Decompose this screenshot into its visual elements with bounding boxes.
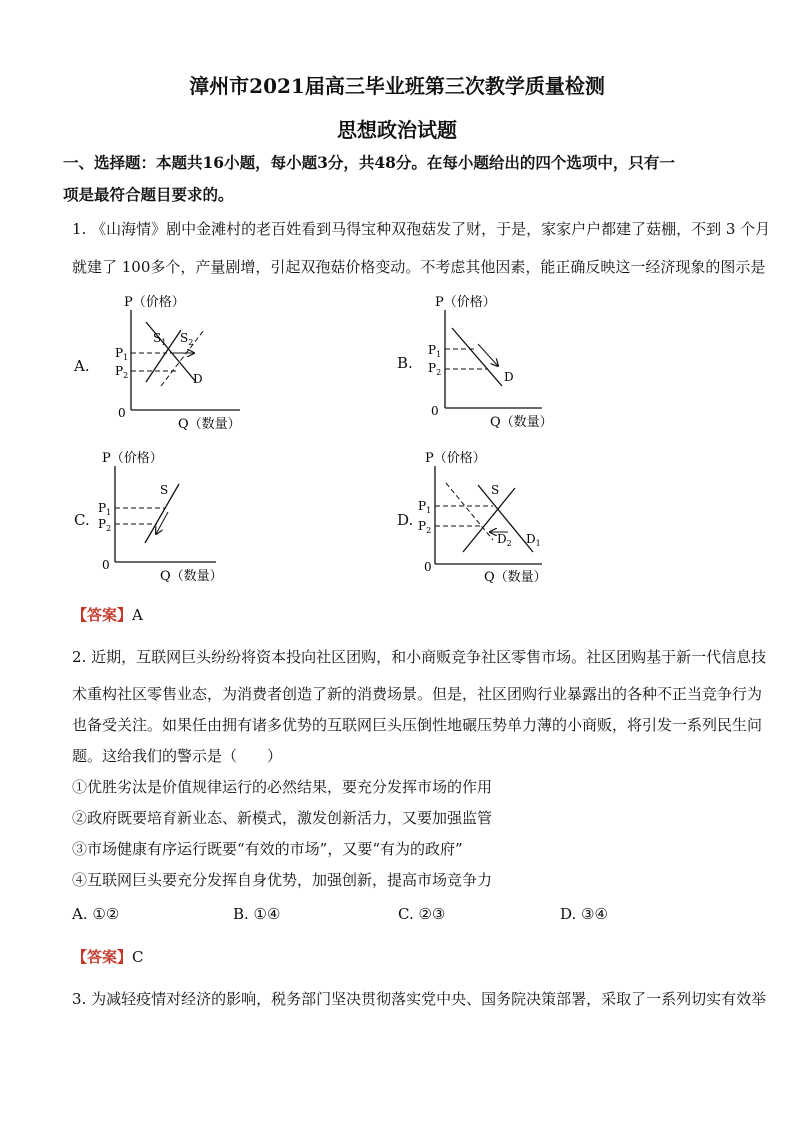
- q1-graph-b: [424, 290, 574, 432]
- q1-a-p2: $P_2$: [115, 364, 129, 380]
- q2-option-d: D. ③④: [560, 905, 608, 923]
- q1-d-d2-label: $D_2$: [497, 532, 512, 548]
- q1-option-a-label: A.: [74, 357, 90, 375]
- q2-item-3: ③市场健康有序运行既要“有效的市场”，又要“有为的政府”: [72, 840, 463, 858]
- q3-stem-line1: 3. 为减轻疫情对经济的影响，税务部门坚决贯彻落实党中央、国务院决策部署，采取了一系列切实有效举: [72, 990, 767, 1008]
- q2-stem-line3: 也备受关注。如果任由拥有诸多优势的互联网巨头压倒性地碾压势单力薄的小商贩，将引发一系列民生问: [72, 716, 763, 734]
- q2-answer-value: C: [132, 948, 144, 966]
- q1-answer-bracket: 【答案】: [72, 606, 133, 624]
- q1-a-p-axis-label: P（价格）: [124, 295, 185, 310]
- q1-d-demand-d2: [446, 483, 493, 540]
- q1-d-d1-label: $D_1$: [526, 532, 541, 548]
- q1-c-p-axis-label: P（价格）: [102, 451, 163, 466]
- q2-stem-line4: 题。这给我们的警示是（ ）: [72, 747, 283, 765]
- q2-item-4: ④互联网巨头要充分发挥自身优势，加强创新，提高市场竞争力: [72, 871, 493, 889]
- q1-d-p-axis-label: P（价格）: [425, 451, 486, 466]
- q1-a-q-axis-label: Q（数量）: [178, 417, 241, 432]
- q1-c-move-arrow: [156, 512, 168, 534]
- q1-c-origin: 0: [102, 558, 110, 572]
- q1-d-p2: $P_2$: [418, 519, 432, 535]
- q1-b-d-label: D: [504, 370, 514, 384]
- q2-option-a: A. ①②: [72, 905, 120, 923]
- q1-a-p1: $P_1$: [115, 346, 129, 362]
- section-heading-line2: 项是最符合题目要求的。: [63, 185, 234, 204]
- q1-a-s2-label: $S_2$: [180, 331, 194, 347]
- q1-c-p1: $P_1$: [98, 501, 112, 517]
- q1-b-demand-curve: [452, 328, 502, 386]
- q1-stem-line1: 1. 《山海情》剧中金滩村的老百姓看到马得宝种双孢菇发了财，于是，家家户户都建了菇棚，不到 3 个月: [72, 220, 771, 238]
- q1-b-move-arrow: [478, 344, 498, 366]
- q1-option-b-label: B.: [397, 354, 413, 372]
- q2-option-c: C. ②③: [398, 905, 446, 923]
- q1-c-p2: $P_2$: [98, 517, 112, 533]
- q1-stem-line2: 就建了 100多个，产量剧增，引起双孢菇价格变动。不考虑其他因素，能正确反映这一经济现象的图示是: [72, 258, 766, 276]
- q1-c-s-label: S: [160, 483, 169, 497]
- q2-stem-line1: 2. 近期，互联网巨头纷纷将资本投向社区团购，和小商贩竞争社区零售市场。社区团购基于新一代信息技: [72, 648, 767, 666]
- page-title: 漳州市2021届高三毕业班第三次教学质量检测: [189, 74, 605, 98]
- q1-c-q-axis-label: Q（数量）: [160, 569, 223, 584]
- q1-b-p1: $P_1$: [428, 343, 442, 359]
- q1-graph-a: [110, 290, 260, 432]
- q2-answer: [72, 946, 144, 967]
- section-heading-line1: 一、选择题：本题共16小题，每小题3分，共48分。在每小题给出的四个选项中，只有一: [63, 153, 675, 172]
- q1-d-origin: 0: [424, 560, 432, 574]
- q2-answer-bracket: 【答案】: [72, 948, 133, 966]
- q2-item-1: ①优胜劣汰是价值规律运行的必然结果，要充分发挥市场的作用: [72, 778, 493, 796]
- q2-option-b: B. ①④: [233, 905, 281, 923]
- q1-option-d-label: D.: [397, 511, 414, 529]
- q2-item-2: ②政府既要培育新业态、新模式，激发创新活力，又要加强监管: [72, 809, 493, 827]
- q1-d-p1: $P_1$: [418, 499, 432, 515]
- q1-a-d-label: D: [193, 372, 203, 386]
- q1-graph-d: [414, 448, 564, 588]
- q1-b-q-axis-label: Q（数量）: [490, 415, 553, 430]
- q1-answer: [72, 604, 143, 625]
- q1-option-c-label: C.: [74, 511, 90, 529]
- q1-d-q-axis-label: Q（数量）: [484, 570, 547, 585]
- q1-a-origin: 0: [118, 406, 126, 420]
- q1-graph-c: [94, 448, 244, 588]
- q1-d-s-label: S: [491, 483, 500, 497]
- q1-answer-value: A: [132, 606, 143, 624]
- q1-b-origin: 0: [431, 404, 439, 418]
- q1-b-p-axis-label: P（价格）: [435, 295, 496, 310]
- page-subtitle: 思想政治试题: [337, 118, 457, 142]
- q2-stem-line2: 术重构社区零售业态，为消费者创造了新的消费场景。但是，社区团购行业暴露出的各种不正当竞争行为: [72, 685, 763, 703]
- q1-b-p2: $P_2$: [428, 361, 442, 377]
- q1-a-s1-label: $S_1$: [153, 331, 167, 347]
